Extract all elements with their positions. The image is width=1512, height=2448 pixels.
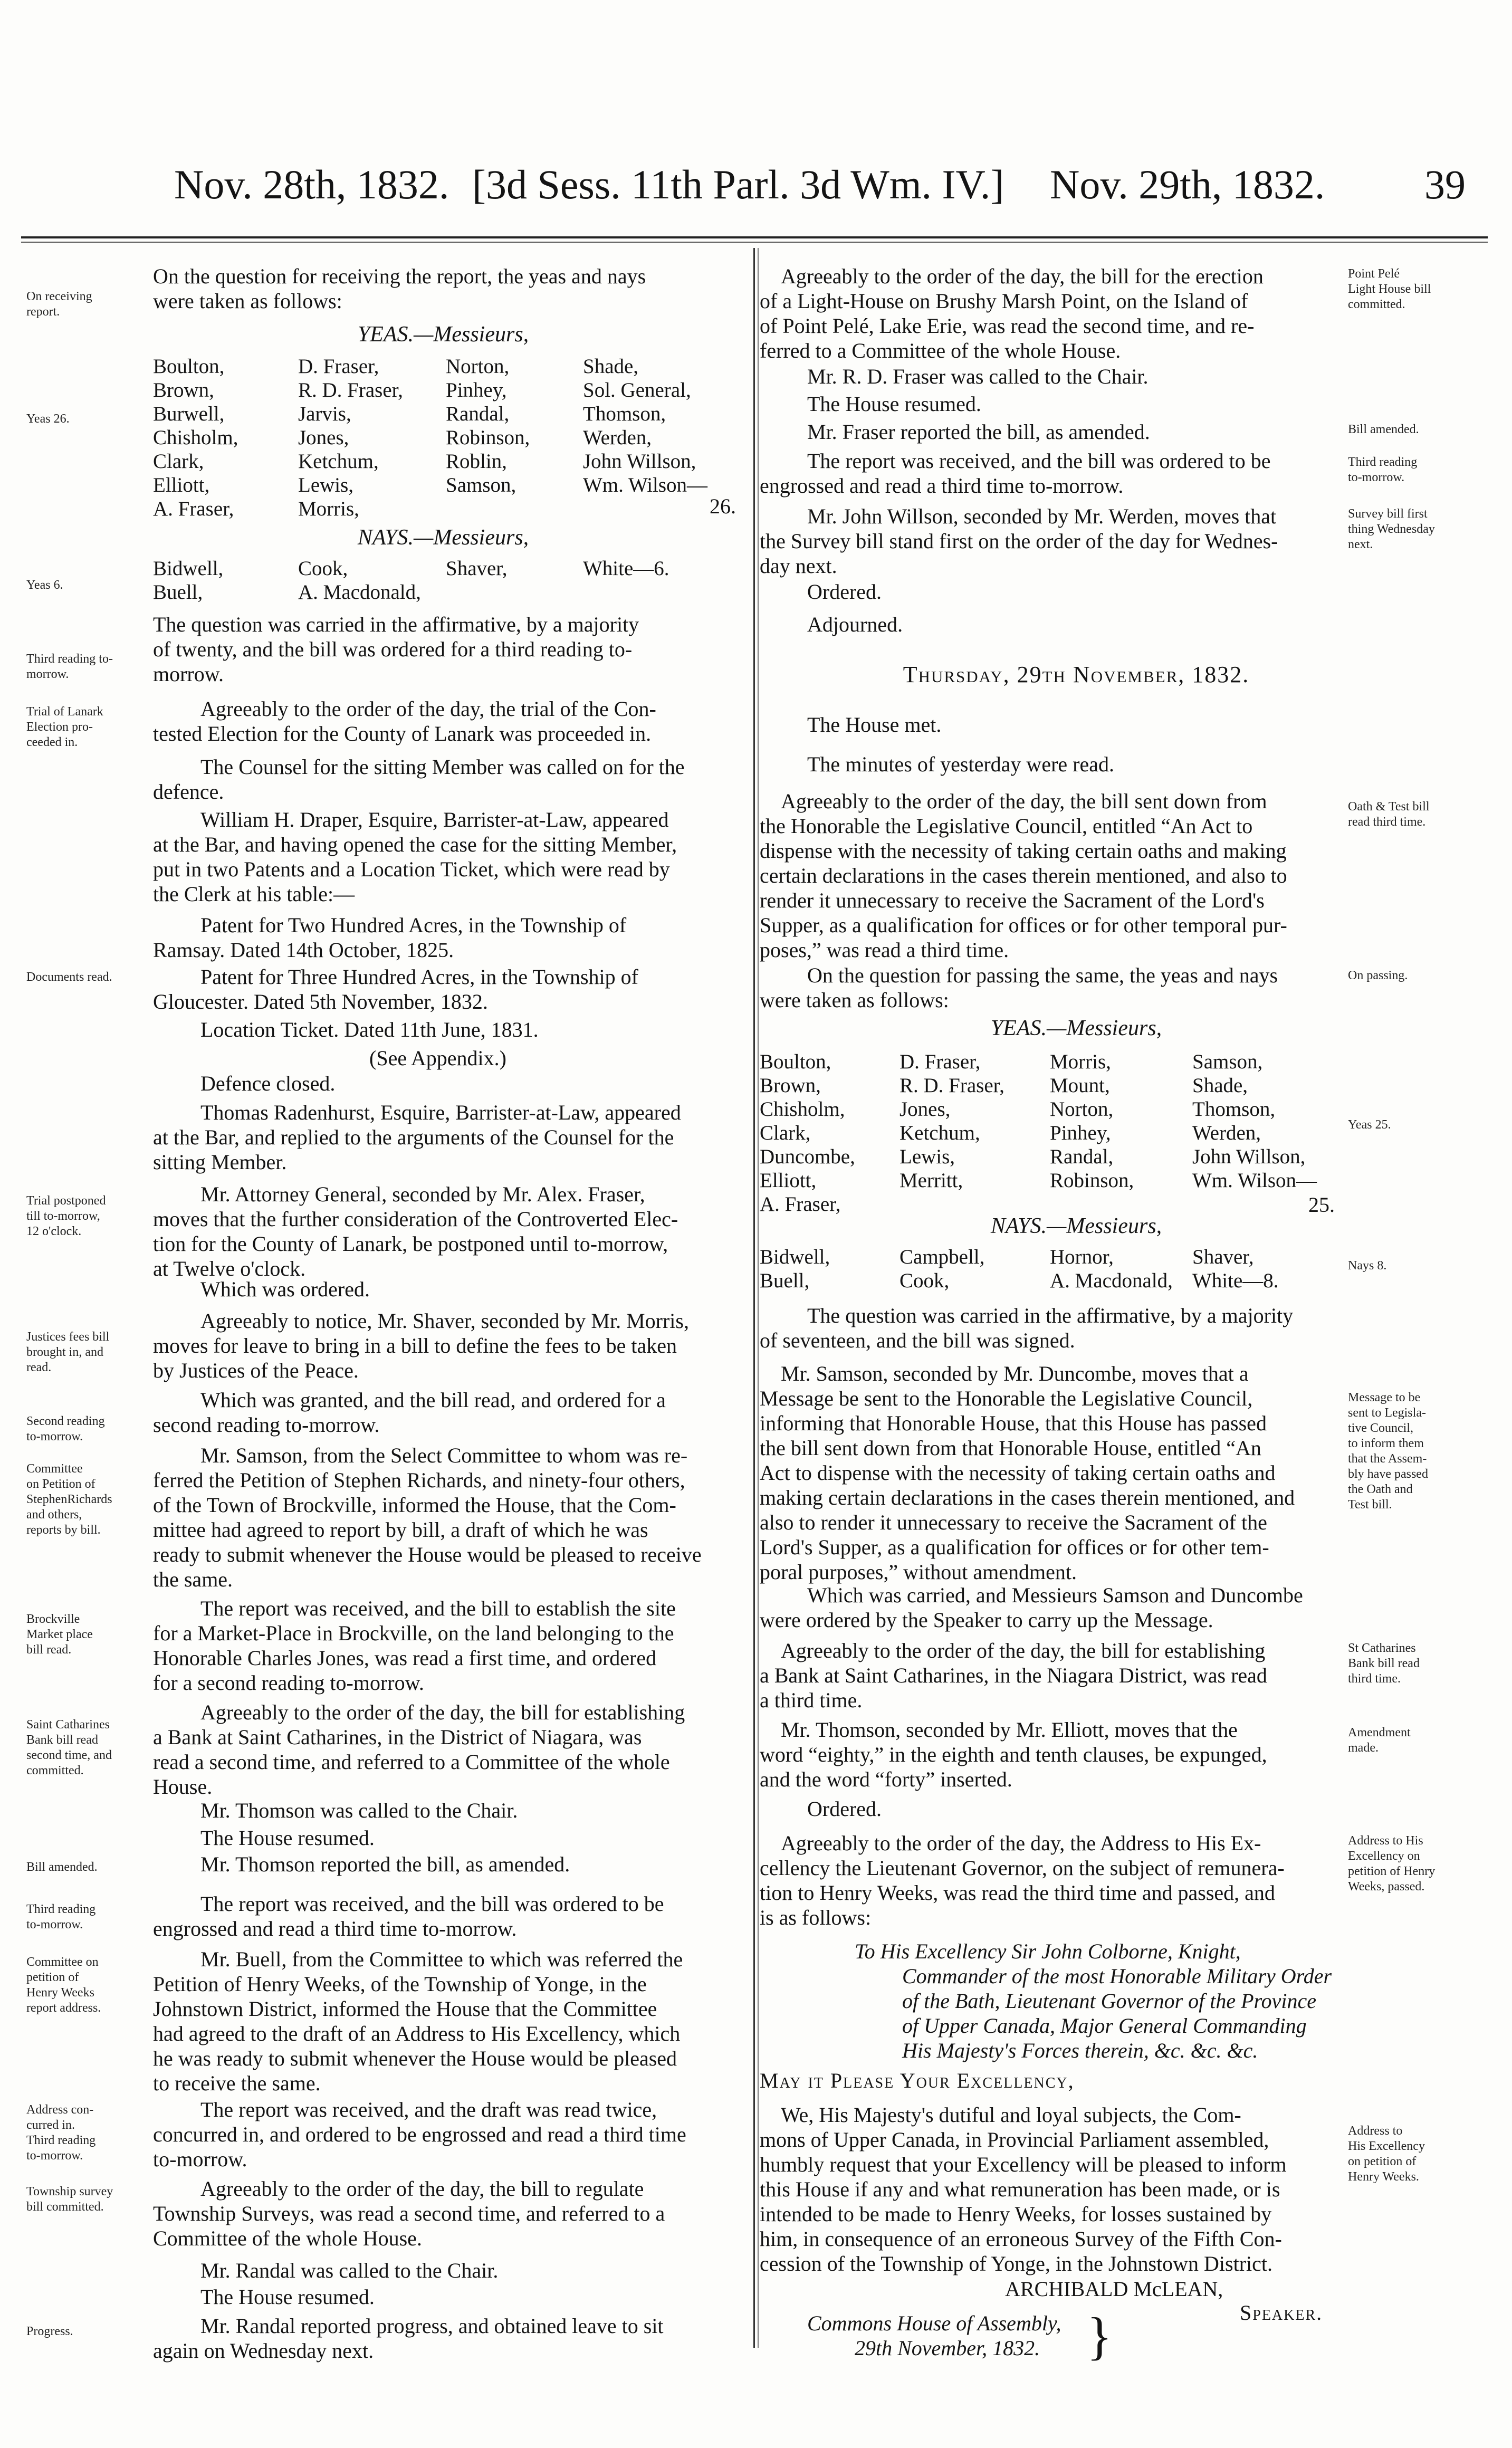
right-para-10-line-2: dispense with the necessity of taking certain oaths and making [760, 839, 1287, 863]
right-para-19-line-6: cession of the Township of Yonge, in the Johnstown District. [760, 2252, 1272, 2275]
right-yeas-heading: YEAS.—Messieurs, [990, 1016, 1162, 1040]
right-yeas-name: Jones, [899, 1098, 951, 1121]
left-yeas-name: Ketchum, [298, 450, 379, 473]
left-para-11-line-1: moves that the further consideration of the Controverted Elec- [153, 1207, 678, 1231]
right-yeas-name: Merritt, [899, 1169, 963, 1192]
right-nays-name: White—8. [1192, 1269, 1279, 1292]
left-para-1-line-1: of twenty, and the bill was ordered for a third reading to- [153, 637, 633, 661]
address-heading-line: To His Excellency Sir John Colborne, Knight, [855, 1939, 1241, 1963]
header-rule [21, 236, 1488, 238]
right-para-0-line-0: Agreeably to the order of the day, the bill for the erection [781, 264, 1264, 288]
left-para-4-line-1: at the Bar, and having opened the case for the sitting Member, [153, 833, 677, 856]
left-margin-note-14: Committee on petition of Henry Weeks report address. [26, 1955, 101, 2015]
left-para-2-line-1: tested Election for the County of Lanark was proceeded in. [153, 722, 652, 745]
right-para-15-line-2: a third time. [760, 1688, 863, 1712]
left-yeas-name: Norton, [446, 355, 510, 378]
left-para-14-line-0: Which was granted, and the bill read, and ordered for a [200, 1388, 666, 1412]
left-para-21-line-0: The report was received, and the bill was ordered to be [200, 1892, 664, 1916]
right-para-18-line-0: Agreeably to the order of the day, the Address to His Ex- [781, 1831, 1261, 1855]
right-margin-note-4: Oath & Test bill read third time. [1348, 800, 1430, 829]
left-para-7-line-0: Location Ticket. Dated 11th June, 1831. [200, 1018, 539, 1041]
left-para-13-line-1: moves for leave to bring in a bill to define the fees to be taken [153, 1334, 677, 1357]
right-yeas-name: Ketchum, [899, 1122, 980, 1144]
right-para-10-line-0: Agreeably to the order of the day, the bill sent down from [781, 789, 1267, 813]
right-nays-name: Cook, [899, 1269, 950, 1292]
right-margin-note-8: Message to be sent to Legisla- tive Council, to inform them that the Assem- bly have passed the Oath and Test bill. [1348, 1391, 1428, 1512]
right-yeas-name: A. Fraser, [760, 1193, 841, 1216]
left-para-22-line-5: to receive the same. [153, 2071, 321, 2095]
left-para-15-line-2: of the Town of Brockville, informed the House, that the Com- [153, 1493, 676, 1517]
right-para-19-line-4: intended to be made to Henry Weeks, for losses sustained by [760, 2202, 1272, 2226]
column-divider-thin [758, 248, 759, 2348]
left-yeas-name: Chisholm, [153, 426, 238, 449]
right-yeas-name: Randal, [1050, 1145, 1114, 1168]
left-yeas-name: Werden, [583, 426, 652, 449]
right-para-0-line-2: of Point Pelé, Lake Erie, was read the second time, and re- [760, 314, 1255, 338]
left-margin-note-10: Brockville Market place bill read. [26, 1612, 93, 1657]
left-para-16-line-2: Honorable Charles Jones, was read a first time, and ordered [153, 1646, 657, 1670]
left-margin-note-2: Yeas 6. [26, 578, 63, 592]
thursday-heading: Thursday, 29th November, 1832. [903, 662, 1250, 687]
right-para-13-line-2: informing that Honorable House, that this House has passed [760, 1411, 1267, 1435]
right-para-13-line-3: the bill sent down from that Honorable House, entitled “An [760, 1436, 1261, 1460]
right-para-4-line-1: engrossed and read a third time to-morrow. [760, 474, 1124, 498]
right-nays-name: Buell, [760, 1269, 810, 1292]
left-yeas-name: Roblin, [446, 450, 507, 473]
right-nays-name: Shaver, [1192, 1246, 1254, 1268]
right-para-15-line-0: Agreeably to the order of the day, the bill for establishing [781, 1639, 1266, 1662]
left-yeas-name: Samson, [446, 474, 516, 496]
right-margin-note-9: St Catharines Bank bill read third time. [1348, 1641, 1420, 1686]
left-para-8-line-0: (See Appendix.) [369, 1046, 506, 1070]
right-para-12-line-0: The question was carried in the affirmative, by a majority [807, 1304, 1294, 1327]
address-heading [855, 1939, 1332, 2063]
address-salutation: May it Please Your Excellency, [760, 2069, 1075, 2092]
right-para-0-line-3: ferred to a Committee of the whole House. [760, 339, 1121, 362]
right-para-14-line-0: Which was carried, and Messieurs Samson and Duncombe [807, 1583, 1303, 1607]
right-yeas-name: Morris, [1050, 1050, 1111, 1073]
right-para-4-line-0: The report was received, and the bill was ordered to be [807, 449, 1271, 473]
left-para-27-line-1: again on Wednesday next. [153, 2339, 374, 2363]
right-yeas-name: Shade, [1192, 1074, 1248, 1097]
right-margin-note-2: Third reading to-morrow. [1348, 455, 1418, 484]
right-margin-note-7: Nays 8. [1348, 1259, 1387, 1273]
right-para-5-line-0: Mr. John Willson, seconded by Mr. Werden, moves that [807, 504, 1277, 528]
right-nays-name: Campbell, [899, 1246, 985, 1268]
page-number: 39 [1424, 161, 1466, 207]
left-yeas-name: Burwell, [153, 403, 225, 425]
left-para-17-line-1: a Bank at Saint Catharines, in the District of Niagara, was [153, 1725, 642, 1749]
left-para-2-line-0: Agreeably to the order of the day, the trial of the Con- [200, 697, 656, 721]
right-para-16-line-1: word “eighty,” in the eighth and tenth clauses, be expunged, [760, 1743, 1267, 1766]
right-para-7-line-0: Adjourned. [807, 613, 903, 636]
left-para-21-line-1: engrossed and read a third time to-morrow. [153, 1917, 517, 1940]
right-para-16-line-2: and the word “forty” inserted. [760, 1767, 1012, 1791]
left-yeas-name: Shade, [583, 355, 639, 378]
right-nays-name: Hornor, [1050, 1246, 1114, 1268]
right-nays-heading: NAYS.—Messieurs, [990, 1214, 1162, 1238]
left-para-15-line-5: the same. [153, 1567, 233, 1591]
right-yeas-name: Chisholm, [760, 1098, 845, 1121]
left-para-11-line-3: at Twelve o'clock. [153, 1257, 306, 1280]
header-session: [3d Sess. 11th Parl. 3d Wm. IV.] [472, 161, 1004, 207]
left-yeas-name: D. Fraser, [298, 355, 379, 378]
left-yeas-name: R. D. Fraser, [298, 379, 403, 401]
right-para-16-line-0: Mr. Thomson, seconded by Mr. Elliott, moves that the [781, 1718, 1238, 1742]
left-yeas-name: Thomson, [583, 403, 666, 425]
left-yeas-heading: YEAS.—Messieurs, [357, 322, 529, 347]
left-para-22-line-0: Mr. Buell, from the Committee to which was referred the [200, 1947, 683, 1971]
right-para-10-line-4: render it unnecessary to receive the Sacrament of the Lord's [760, 888, 1265, 912]
left-para-15-line-0: Mr. Samson, from the Select Committee to whom was re- [200, 1443, 688, 1467]
right-yeas-name: D. Fraser, [899, 1050, 981, 1073]
right-para-5-line-2: day next. [760, 554, 837, 578]
left-para-13-line-2: by Justices of the Peace. [153, 1359, 359, 1382]
left-para-22-line-4: he was ready to submit whenever the House would be pleased [153, 2047, 677, 2070]
right-yeas-name: Robinson, [1050, 1169, 1134, 1192]
header-rule-thin [21, 242, 1488, 243]
left-yeas-name: Wm. Wilson— [583, 474, 708, 496]
left-margin-note-11: Saint Catharines Bank bill read second time, and committed. [26, 1718, 112, 1777]
left-para-0-line-1: were taken as follows: [153, 289, 342, 313]
right-margin-note-12: Address to His Excellency on petition of Henry Weeks. [1348, 2124, 1425, 2184]
left-para-4-line-2: put in two Patents and a Location Ticket, which were read by [153, 857, 670, 881]
left-yeas-name: Randal, [446, 403, 510, 425]
left-para-17-line-2: read a second time, and referred to a Committee of the whole [153, 1750, 670, 1774]
left-para-16-line-3: for a second reading to-morrow. [153, 1671, 424, 1695]
left-margin-note-8: Second reading to-morrow. [26, 1414, 105, 1443]
left-yeas-name: Elliott, [153, 474, 210, 496]
right-para-3-line-0: Mr. Fraser reported the bill, as amended. [807, 420, 1150, 444]
left-margin-note-4: Trial of Lanark Election pro- ceeded in. [26, 705, 103, 749]
right-margin-note-11: Address to His Excellency on petition of Henry Weeks, passed. [1348, 1834, 1436, 1894]
right-para-9-line-0: The minutes of yesterday were read. [807, 752, 1114, 776]
left-margin-note-3: Third reading to- morrow. [26, 652, 113, 681]
left-margin-note-7: Justices fees bill brought in, and read. [26, 1330, 110, 1374]
left-yeas-name: Robinson, [446, 426, 530, 449]
left-para-11-line-2: tion for the County of Lanark, be postponed until to-morrow, [153, 1232, 668, 1256]
left-para-1-line-2: morrow. [153, 662, 224, 686]
left-para-3-line-1: defence. [153, 780, 224, 804]
right-margin-note-0: Point Pelé Light House bill committed. [1348, 267, 1431, 311]
right-yeas-name: R. D. Fraser, [899, 1074, 1004, 1097]
right-yeas-name: Boulton, [760, 1050, 831, 1073]
left-yeas-name: John Willson, [583, 450, 696, 473]
left-para-5-line-1: Ramsay. Dated 14th October, 1825. [153, 938, 454, 962]
left-margin-note-12: Bill amended. [26, 1860, 98, 1874]
left-para-4-line-3: the Clerk at his table:— [153, 882, 355, 906]
right-para-13-line-0: Mr. Samson, seconded by Mr. Duncombe, moves that a [781, 1362, 1249, 1385]
left-margin-note-16: Township survey bill committed. [26, 2185, 113, 2214]
left-para-10-line-1: at the Bar, and replied to the arguments of the Counsel for the [153, 1125, 674, 1149]
left-para-25-line-0: Mr. Randal was called to the Chair. [200, 2259, 499, 2282]
left-para-17-line-3: House. [153, 1775, 213, 1799]
right-para-10-line-6: poses,” was read a third time. [760, 938, 1009, 962]
left-nays-name: Bidwell, [153, 557, 224, 580]
left-para-17-line-0: Agreeably to the order of the day, the bill for establishing [200, 1700, 685, 1724]
left-para-24-line-0: Agreeably to the order of the day, the bill to regulate [200, 2177, 644, 2201]
left-nays-name: White—6. [583, 557, 669, 580]
left-yeas-name: Jones, [298, 426, 349, 449]
left-para-27-line-0: Mr. Randal reported progress, and obtained leave to sit [200, 2314, 664, 2338]
left-para-10-line-2: sitting Member. [153, 1150, 287, 1174]
left-nays-name: Shaver, [446, 557, 508, 580]
right-yeas-name: Duncombe, [760, 1145, 855, 1168]
right-para-11-line-1: were taken as follows: [760, 988, 949, 1012]
right-para-1-line-0: Mr. R. D. Fraser was called to the Chair. [807, 365, 1149, 388]
left-para-16-line-0: The report was received, and the bill to establish the site [200, 1596, 676, 1620]
left-para-15-line-3: mittee had agreed to report by bill, a draft of which he was [153, 1518, 648, 1542]
right-para-15-line-1: a Bank at Saint Catharines, in the Niagara District, was read [760, 1663, 1267, 1687]
left-para-15-line-4: ready to submit whenever the House would be pleased to receive [153, 1543, 702, 1566]
left-yeas-name: Brown, [153, 379, 214, 401]
left-margin-note-9: Committee on Petition of StephenRichards and others, reports by bill. [26, 1462, 112, 1537]
right-margin-note-3: Survey bill first thing Wednesday next. [1348, 507, 1435, 551]
left-margin-note-5: Documents read. [26, 970, 112, 984]
right-para-10-line-3: certain declarations in the cases therein mentioned, and also to [760, 864, 1287, 887]
left-para-26-line-0: The House resumed. [200, 2285, 375, 2309]
left-para-23-line-1: concurred in, and ordered to be engrossed and read a third time [153, 2122, 686, 2146]
place-line-2: 29th November, 1832. [855, 2336, 1040, 2360]
right-para-2-line-0: The House resumed. [807, 392, 981, 416]
address-heading-line: of the Bath, Lieutenant Governor of the Province [902, 1989, 1317, 2013]
right-nays-name: Bidwell, [760, 1246, 830, 1268]
left-para-24-line-1: Township Surveys, was read a second time, and referred to a [153, 2202, 665, 2225]
left-yeas-name: Sol. General, [583, 379, 691, 401]
right-para-10-line-5: Supper, as a qualification for offices or for other temporal pur- [760, 913, 1287, 937]
right-para-14-line-1: were ordered by the Speaker to carry up the Message. [760, 1608, 1213, 1632]
left-para-3-line-0: The Counsel for the sitting Member was called on for the [200, 755, 685, 779]
right-para-18-line-1: cellency the Lieutenant Governor, on the subject of remunera- [760, 1856, 1285, 1880]
right-para-13-line-1: Message be sent to the Honorable the Legislative Council, [760, 1386, 1253, 1410]
header-date-left: Nov. 28th, 1832. [174, 161, 449, 207]
right-yeas-name: Elliott, [760, 1169, 817, 1192]
right-para-6-line-0: Ordered. [807, 580, 882, 604]
right-yeas-name: Brown, [760, 1074, 821, 1097]
right-yeas-total: 25. [1308, 1193, 1335, 1217]
address-heading-line: Commander of the most Honorable Military Order [902, 1964, 1332, 1988]
right-para-13-line-4: Act to dispense with the necessity of taking certain oaths and [760, 1461, 1276, 1485]
left-para-5-line-0: Patent for Two Hundred Acres, in the Township of [200, 913, 627, 937]
left-para-19-line-0: The House resumed. [200, 1826, 375, 1850]
left-para-22-line-3: had agreed to the draft of an Address to His Excellency, which [153, 2022, 681, 2045]
left-para-9-line-0: Defence closed. [200, 1072, 336, 1095]
right-yeas-name: Samson, [1192, 1050, 1263, 1073]
right-para-13-line-6: also to render it unnecessary to receive the Sacrament of the [760, 1510, 1267, 1534]
left-para-11-line-0: Mr. Attorney General, seconded by Mr. Alex. Fraser, [200, 1182, 645, 1206]
left-yeas-name: Jarvis, [298, 403, 351, 425]
left-margin-note-17: Progress. [26, 2325, 73, 2338]
left-para-22-line-1: Petition of Henry Weeks, of the Township of Yonge, in the [153, 1972, 647, 1996]
left-para-22-line-2: Johnstown District, informed the House that the Committee [153, 1997, 657, 2021]
right-margin-note-6: Yeas 25. [1348, 1118, 1391, 1132]
right-para-19-line-0: We, His Majesty's dutiful and loyal subjects, the Com- [781, 2103, 1241, 2127]
left-nays-name: A. Macdonald, [298, 581, 421, 604]
right-para-13-line-7: Lord's Supper, as a qualification for offices or for other tem- [760, 1535, 1269, 1559]
right-yeas-name: Wm. Wilson— [1192, 1169, 1317, 1192]
right-margin-note-1: Bill amended. [1348, 423, 1419, 436]
right-para-17-line-0: Ordered. [807, 1797, 882, 1821]
right-para-0-line-1: of a Light-House on Brushy Marsh Point, on the Island of [760, 289, 1248, 313]
left-para-23-line-2: to-morrow. [153, 2147, 247, 2171]
right-yeas-name: Pinhey, [1050, 1122, 1111, 1144]
right-yeas-name: Lewis, [899, 1145, 955, 1168]
left-margin-note-15: Address con- curred in. Third reading to-morrow. [26, 2103, 96, 2163]
address-heading-line: of Upper Canada, Major General Commanding [902, 2014, 1307, 2038]
signature-name: ARCHIBALD McLEAN, [1005, 2277, 1223, 2301]
left-para-16-line-1: for a Market-Place in Brockville, on the land belonging to the [153, 1621, 674, 1645]
left-para-18-line-0: Mr. Thomson was called to the Chair. [200, 1799, 518, 1822]
left-nays-name: Cook, [298, 557, 348, 580]
right-para-19-line-3: this House if any and what remuneration has been made, or is [760, 2177, 1280, 2201]
header-date-right: Nov. 29th, 1832. [1050, 161, 1325, 207]
left-margin-note-13: Third reading to-morrow. [26, 1902, 96, 1931]
left-para-0-line-0: On the question for receiving the report, the yeas and nays [153, 264, 646, 288]
left-nays-heading: NAYS.—Messieurs, [357, 525, 529, 550]
left-yeas-name: Pinhey, [446, 379, 507, 401]
left-para-4-line-0: William H. Draper, Esquire, Barrister-at-Law, appeared [200, 808, 669, 831]
right-para-13-line-8: poral purposes,” without amendment. [760, 1560, 1077, 1584]
right-margin-note-5: On passing. [1348, 969, 1408, 982]
left-para-10-line-0: Thomas Radenhurst, Esquire, Barrister-at-Law, appeared [200, 1101, 681, 1124]
right-yeas-name: John Willson, [1192, 1145, 1306, 1168]
right-yeas-name: Werden, [1192, 1122, 1261, 1144]
left-margin-note-1: Yeas 26. [26, 412, 70, 426]
place-brace: } [1087, 2307, 1112, 2365]
left-yeas-name: Morris, [298, 498, 359, 520]
right-para-12-line-1: of seventeen, and the bill was signed. [760, 1328, 1075, 1352]
left-yeas-total: 26. [710, 494, 736, 518]
left-para-23-line-0: The report was received, and the draft was read twice, [200, 2098, 657, 2121]
right-para-19-line-1: mons of Upper Canada, in Provincial Parliament assembled, [760, 2128, 1269, 2151]
right-yeas-name: Norton, [1050, 1098, 1114, 1121]
left-yeas-name: Clark, [153, 450, 204, 473]
right-para-8-line-0: The House met. [807, 713, 942, 737]
right-para-19-line-5: him, in consequence of an erroneous Survey of the Fifth Con- [760, 2227, 1282, 2251]
right-para-5-line-1: the Survey bill stand first on the order of the day for Wednes- [760, 529, 1278, 553]
left-para-6-line-0: Patent for Three Hundred Acres, in the Township of [200, 965, 638, 989]
left-para-24-line-2: Committee of the whole House. [153, 2226, 422, 2250]
right-para-11-line-0: On the question for passing the same, the yeas and nays [807, 963, 1278, 987]
place-line-1: Commons House of Assembly, [807, 2311, 1061, 2335]
right-yeas-name: Mount, [1050, 1074, 1110, 1097]
left-para-14-line-1: second reading to-morrow. [153, 1413, 380, 1437]
right-nays-name: A. Macdonald, [1050, 1269, 1173, 1292]
right-para-10-line-1: the Honorable the Legislative Council, entitled “An Act to [760, 814, 1253, 838]
page-header [0, 158, 1512, 222]
left-yeas-name: Lewis, [298, 474, 354, 496]
right-para-18-line-3: is as follows: [760, 1906, 872, 1929]
signature-title: Speaker. [1240, 2301, 1323, 2325]
left-para-1-line-0: The question was carried in the affirmative, by a majority [153, 613, 639, 636]
left-nays-name: Buell, [153, 581, 203, 604]
right-para-13-line-5: making certain declarations in the cases therein mentioned, and [760, 1486, 1295, 1509]
left-para-13-line-0: Agreeably to notice, Mr. Shaver, seconded by Mr. Morris, [200, 1309, 689, 1333]
left-para-15-line-1: ferred the Petition of Stephen Richards, and ninety-four others, [153, 1468, 685, 1492]
left-margin-note-0: On receiving report. [26, 290, 92, 319]
left-yeas-name: Boulton, [153, 355, 225, 378]
right-yeas-name: Thomson, [1192, 1098, 1276, 1121]
left-para-6-line-1: Gloucester. Dated 5th November, 1832. [153, 990, 488, 1013]
right-para-18-line-2: tion to Henry Weeks, was read the third time and passed, and [760, 1881, 1275, 1905]
left-margin-note-6: Trial postponed till to-morrow, 12 o'clock. [26, 1194, 106, 1238]
left-para-20-line-0: Mr. Thomson reported the bill, as amended. [200, 1852, 570, 1876]
left-yeas-name: A. Fraser, [153, 498, 234, 520]
right-yeas-name: Clark, [760, 1122, 811, 1144]
right-para-19-line-2: humbly request that your Excellency will be pleased to inform [760, 2153, 1287, 2176]
right-margin-note-10: Amendment made. [1348, 1726, 1411, 1755]
address-heading-line: His Majesty's Forces therein, &c. &c. &c. [902, 2039, 1258, 2062]
left-para-12-line-0: Which was ordered. [200, 1277, 370, 1301]
column-divider [753, 248, 755, 2348]
